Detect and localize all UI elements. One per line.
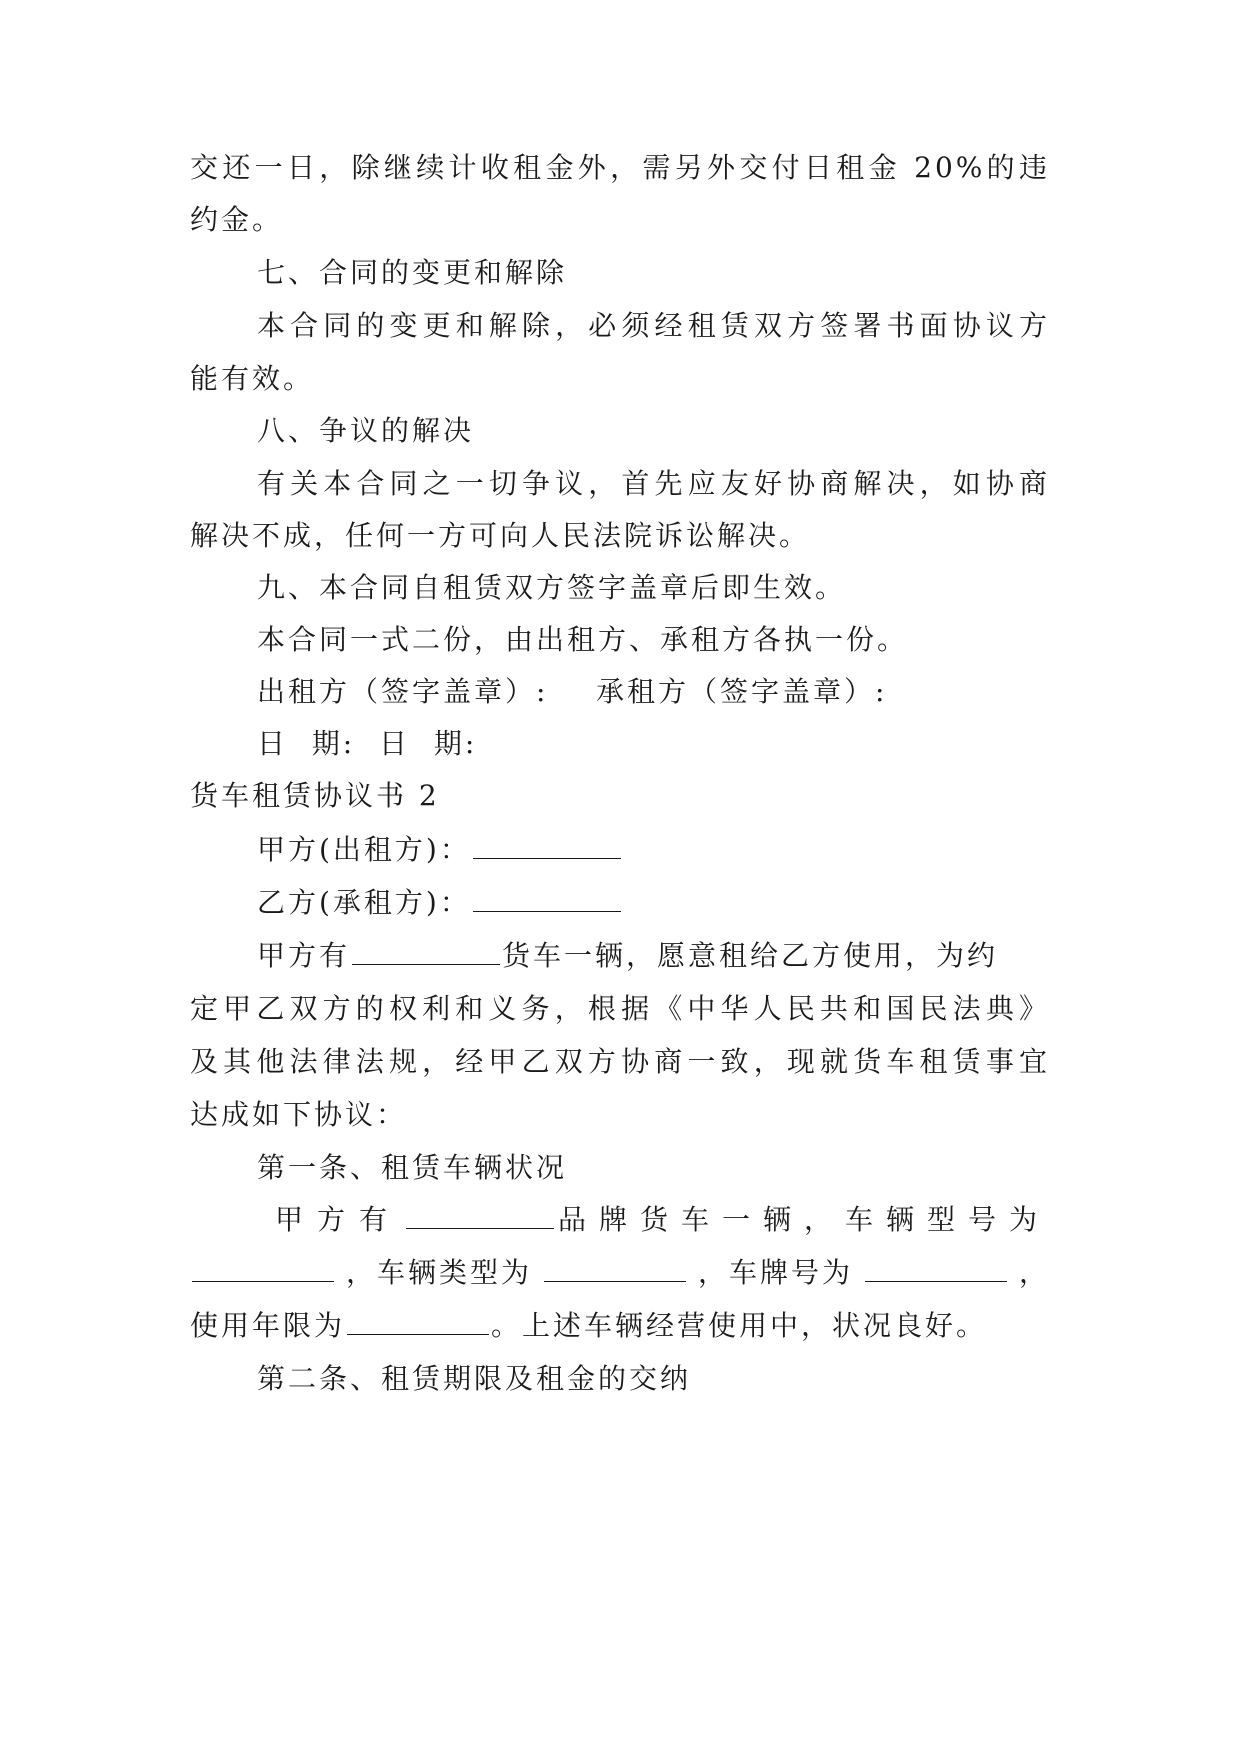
document-title: 货车租赁协议书 2 — [190, 779, 440, 812]
text-segment: ，车辆类型为 — [345, 1256, 532, 1289]
text-line: 本合同的变更和解除，必须经租赁双方签署书面协议方 — [257, 309, 1050, 342]
text-line: 交还一日，除继续计收租金外，需另外交付日租金 20%的违 — [190, 151, 1050, 184]
article-heading-2: 第二条、租赁期限及租金的交纳 — [257, 1362, 692, 1395]
blank-field — [347, 1306, 489, 1335]
text-line: 达成如下协议： — [190, 1098, 408, 1131]
section-heading-7: 七、合同的变更和解除 — [257, 256, 568, 289]
blank-field — [865, 1253, 1007, 1282]
section-heading-8: 八、争议的解决 — [257, 414, 475, 447]
text-line — [190, 1253, 1050, 1293]
article-heading-1: 第一条、租赁车辆状况 — [257, 1151, 568, 1184]
text-segment: 品牌货车一辆，车辆型号为 — [557, 1203, 1050, 1236]
text-line — [190, 1306, 1050, 1346]
blank-field — [473, 830, 621, 859]
text-segment: 。上述车辆经营使用中，状况良好。 — [491, 1309, 988, 1342]
text-line: 本合同一式二份，由出租方、承租方各执一份。 — [257, 623, 909, 656]
text-segment: ， — [1018, 1256, 1050, 1289]
text-segment: ，车牌号为 — [697, 1256, 853, 1289]
text-segment: 甲方有 — [275, 1203, 402, 1236]
text-segment: 甲方有 — [257, 939, 351, 972]
text-line — [257, 936, 1050, 976]
signature-line: 出租方（签字盖章）: 承租方（签字盖章）: — [257, 675, 888, 708]
section-heading-9: 九、本合同自租赁双方签字盖章后即生效。 — [257, 571, 847, 604]
blank-field — [192, 1253, 334, 1282]
blank-field — [352, 936, 500, 965]
blank-field — [473, 883, 621, 912]
text-line: 约金。 — [190, 203, 284, 236]
text-line — [275, 1200, 1050, 1240]
text-segment: 货车一辆，愿意租给乙方使用，为约 — [502, 939, 999, 972]
party-b-line — [257, 883, 1050, 923]
party-a-label: 甲方(出租方)： — [257, 833, 471, 866]
party-b-label: 乙方(承租方)： — [257, 886, 471, 919]
blank-field — [544, 1253, 686, 1282]
text-line: 能有效。 — [190, 362, 315, 395]
date-line: 日 期: 日 期: — [257, 727, 478, 760]
text-line: 解决不成，任何一方可向人民法院诉讼解决。 — [190, 519, 811, 552]
text-line: 及其他法律法规，经甲乙双方协商一致，现就货车租赁事宜 — [190, 1045, 1050, 1078]
party-a-line — [257, 830, 1050, 870]
text-line: 定甲乙双方的权利和义务，根据《中华人民共和国民法典》 — [190, 992, 1050, 1025]
text-line: 有关本合同之一切争议，首先应友好协商解决，如协商 — [257, 467, 1050, 500]
text-segment: 使用年限为 — [190, 1309, 346, 1342]
blank-field — [406, 1200, 554, 1229]
